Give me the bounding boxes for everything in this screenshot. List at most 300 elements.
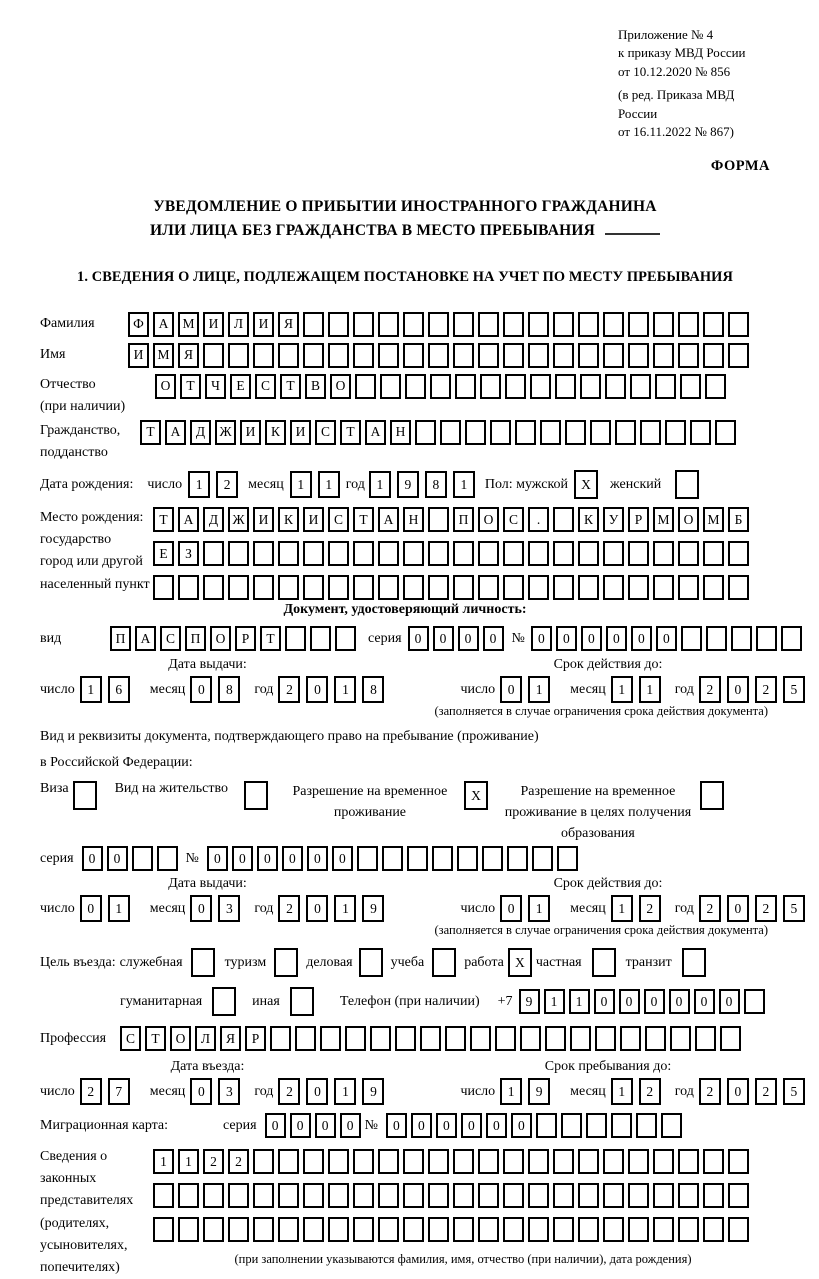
stay-month-boxes[interactable] [611, 1078, 667, 1105]
form-cell[interactable] [153, 575, 174, 600]
form-cell[interactable] [453, 541, 474, 566]
form-cell[interactable]: 8 [218, 676, 240, 703]
purpose-other-checkbox[interactable] [290, 987, 314, 1016]
form-cell[interactable]: 0 [340, 1113, 361, 1138]
form-cell[interactable] [565, 420, 586, 445]
form-cell[interactable] [532, 846, 553, 871]
form-cell[interactable]: 1 [188, 471, 210, 498]
form-cell[interactable] [303, 312, 324, 337]
form-cell[interactable]: X [508, 948, 532, 977]
entry-year-boxes[interactable] [278, 1078, 390, 1105]
form-cell[interactable] [153, 1183, 174, 1208]
form-cell[interactable]: 0 [332, 846, 353, 871]
sex-female-checkbox[interactable] [675, 470, 699, 499]
form-cell[interactable]: 0 [727, 676, 749, 703]
name-boxes[interactable] [128, 343, 753, 368]
form-cell[interactable] [328, 541, 349, 566]
form-cell[interactable] [561, 1113, 582, 1138]
form-cell[interactable] [355, 374, 376, 399]
form-cell[interactable]: 1 [453, 471, 475, 498]
form-cell[interactable] [203, 1217, 224, 1242]
form-cell[interactable]: 9 [397, 471, 419, 498]
form-cell[interactable]: 0 [631, 626, 652, 651]
form-cell[interactable] [212, 987, 236, 1016]
form-cell[interactable]: Б [728, 507, 749, 532]
form-cell[interactable]: С [315, 420, 336, 445]
form-cell[interactable] [495, 1026, 516, 1051]
form-cell[interactable] [681, 626, 702, 651]
form-cell[interactable]: Т [280, 374, 301, 399]
form-cell[interactable]: Т [340, 420, 361, 445]
doc-type-boxes[interactable] [110, 626, 360, 651]
form-cell[interactable] [278, 1217, 299, 1242]
form-cell[interactable] [536, 1113, 557, 1138]
form-cell[interactable]: 0 [107, 846, 128, 871]
form-cell[interactable] [253, 1149, 274, 1174]
profession-boxes[interactable] [120, 1026, 745, 1051]
form-cell[interactable]: 1 [369, 471, 391, 498]
id-valid-month-boxes[interactable] [611, 676, 667, 703]
form-cell[interactable]: X [574, 470, 598, 499]
form-cell[interactable]: 5 [783, 1078, 805, 1105]
form-cell[interactable] [480, 374, 501, 399]
form-cell[interactable]: 0 [500, 676, 522, 703]
form-cell[interactable] [703, 575, 724, 600]
form-cell[interactable]: М [178, 312, 199, 337]
form-cell[interactable]: 1 [528, 676, 550, 703]
doc-number-boxes[interactable] [531, 626, 806, 651]
form-cell[interactable] [528, 343, 549, 368]
form-cell[interactable] [678, 541, 699, 566]
form-cell[interactable] [228, 575, 249, 600]
permit-issue-year-boxes[interactable] [278, 895, 390, 922]
form-cell[interactable] [378, 1217, 399, 1242]
form-cell[interactable] [628, 1183, 649, 1208]
form-cell[interactable]: 9 [362, 1078, 384, 1105]
form-cell[interactable] [432, 948, 456, 977]
form-cell[interactable] [378, 541, 399, 566]
form-cell[interactable] [378, 312, 399, 337]
form-cell[interactable] [328, 1217, 349, 1242]
form-cell[interactable]: 1 [334, 1078, 356, 1105]
form-cell[interactable] [678, 312, 699, 337]
form-cell[interactable] [73, 781, 97, 810]
form-cell[interactable]: 2 [755, 676, 777, 703]
form-cell[interactable]: 1 [80, 676, 102, 703]
form-cell[interactable] [503, 343, 524, 368]
form-cell[interactable]: 2 [278, 895, 300, 922]
form-cell[interactable] [528, 1217, 549, 1242]
form-cell[interactable] [253, 541, 274, 566]
form-cell[interactable] [578, 312, 599, 337]
form-cell[interactable]: И [303, 507, 324, 532]
form-cell[interactable]: 0 [265, 1113, 286, 1138]
form-cell[interactable] [728, 1217, 749, 1242]
form-cell[interactable]: 1 [500, 1078, 522, 1105]
form-cell[interactable]: 0 [727, 1078, 749, 1105]
form-cell[interactable]: Т [140, 420, 161, 445]
form-cell[interactable] [470, 1026, 491, 1051]
form-cell[interactable] [453, 343, 474, 368]
form-cell[interactable] [653, 312, 674, 337]
form-cell[interactable] [653, 1183, 674, 1208]
form-cell[interactable]: 2 [699, 1078, 721, 1105]
form-cell[interactable]: 0 [207, 846, 228, 871]
form-cell[interactable] [157, 846, 178, 871]
migration-series-boxes[interactable] [265, 1113, 365, 1138]
form-cell[interactable]: Т [153, 507, 174, 532]
form-cell[interactable]: Ж [215, 420, 236, 445]
form-cell[interactable] [453, 1183, 474, 1208]
form-cell[interactable]: К [265, 420, 286, 445]
form-cell[interactable]: 1 [528, 895, 550, 922]
form-cell[interactable] [720, 1026, 741, 1051]
form-cell[interactable] [290, 987, 314, 1016]
form-cell[interactable] [578, 343, 599, 368]
form-cell[interactable]: Ж [228, 507, 249, 532]
entry-month-boxes[interactable] [190, 1078, 246, 1105]
form-cell[interactable] [507, 846, 528, 871]
form-cell[interactable] [715, 420, 736, 445]
form-cell[interactable] [653, 541, 674, 566]
form-cell[interactable] [303, 343, 324, 368]
form-cell[interactable] [503, 575, 524, 600]
form-cell[interactable] [328, 1149, 349, 1174]
form-cell[interactable] [328, 343, 349, 368]
form-cell[interactable] [403, 575, 424, 600]
form-cell[interactable]: С [255, 374, 276, 399]
form-cell[interactable]: 9 [528, 1078, 550, 1105]
form-cell[interactable] [278, 1183, 299, 1208]
form-cell[interactable]: А [165, 420, 186, 445]
form-cell[interactable] [555, 374, 576, 399]
form-cell[interactable]: 0 [436, 1113, 457, 1138]
form-cell[interactable] [603, 1149, 624, 1174]
form-cell[interactable]: 0 [232, 846, 253, 871]
form-cell[interactable]: 0 [606, 626, 627, 651]
form-cell[interactable] [428, 575, 449, 600]
form-cell[interactable]: З [178, 541, 199, 566]
form-cell[interactable] [520, 1026, 541, 1051]
form-cell[interactable] [640, 420, 661, 445]
birthplace-row1-boxes[interactable] [153, 507, 753, 532]
form-cell[interactable]: П [185, 626, 206, 651]
form-cell[interactable]: 1 [334, 676, 356, 703]
form-cell[interactable] [628, 575, 649, 600]
form-cell[interactable]: Т [145, 1026, 166, 1051]
form-cell[interactable]: 6 [108, 676, 130, 703]
form-cell[interactable] [680, 374, 701, 399]
form-cell[interactable] [653, 1217, 674, 1242]
form-cell[interactable] [578, 1183, 599, 1208]
form-cell[interactable]: 9 [519, 989, 540, 1014]
permit-issue-month-boxes[interactable] [190, 895, 246, 922]
form-cell[interactable] [453, 1217, 474, 1242]
form-cell[interactable] [430, 374, 451, 399]
form-cell[interactable] [478, 541, 499, 566]
doc-series-boxes[interactable] [408, 626, 508, 651]
form-cell[interactable] [503, 1217, 524, 1242]
form-cell[interactable] [153, 1217, 174, 1242]
form-cell[interactable] [382, 846, 403, 871]
form-cell[interactable] [278, 1149, 299, 1174]
id-issue-year-boxes[interactable] [278, 676, 390, 703]
form-cell[interactable]: 0 [306, 676, 328, 703]
form-cell[interactable] [678, 1183, 699, 1208]
form-cell[interactable] [503, 1149, 524, 1174]
form-cell[interactable] [353, 1183, 374, 1208]
form-cell[interactable]: 0 [386, 1113, 407, 1138]
form-cell[interactable]: Л [195, 1026, 216, 1051]
form-cell[interactable]: 1 [334, 895, 356, 922]
form-cell[interactable] [253, 1217, 274, 1242]
form-cell[interactable] [353, 575, 374, 600]
form-cell[interactable]: X [464, 781, 488, 810]
form-cell[interactable] [728, 1183, 749, 1208]
form-cell[interactable]: 0 [719, 989, 740, 1014]
form-cell[interactable] [731, 626, 752, 651]
form-cell[interactable] [630, 374, 651, 399]
form-cell[interactable]: 0 [315, 1113, 336, 1138]
form-cell[interactable] [578, 1149, 599, 1174]
form-cell[interactable] [515, 420, 536, 445]
phone-boxes[interactable] [519, 989, 769, 1014]
form-cell[interactable]: 0 [511, 1113, 532, 1138]
form-cell[interactable] [528, 541, 549, 566]
form-cell[interactable]: 1 [318, 471, 340, 498]
form-cell[interactable]: К [278, 507, 299, 532]
stay-year-boxes[interactable] [699, 1078, 811, 1105]
form-cell[interactable]: 0 [307, 846, 328, 871]
form-cell[interactable] [503, 541, 524, 566]
form-cell[interactable]: 0 [306, 1078, 328, 1105]
form-cell[interactable] [703, 1217, 724, 1242]
form-cell[interactable]: И [240, 420, 261, 445]
form-cell[interactable] [353, 541, 374, 566]
form-cell[interactable]: Л [228, 312, 249, 337]
form-cell[interactable]: 9 [362, 895, 384, 922]
form-cell[interactable]: А [135, 626, 156, 651]
form-cell[interactable]: Я [278, 312, 299, 337]
form-cell[interactable]: Ч [205, 374, 226, 399]
form-cell[interactable] [703, 1149, 724, 1174]
form-cell[interactable] [557, 846, 578, 871]
form-cell[interactable] [403, 541, 424, 566]
form-cell[interactable]: М [653, 507, 674, 532]
form-cell[interactable] [695, 1026, 716, 1051]
form-cell[interactable]: В [305, 374, 326, 399]
form-cell[interactable] [703, 1183, 724, 1208]
form-cell[interactable] [253, 1183, 274, 1208]
form-cell[interactable] [570, 1026, 591, 1051]
form-cell[interactable]: Е [230, 374, 251, 399]
permit-valid-year-boxes[interactable] [699, 895, 811, 922]
form-cell[interactable] [353, 312, 374, 337]
birthplace-row2-boxes[interactable] [153, 541, 753, 566]
form-cell[interactable]: 1 [544, 989, 565, 1014]
form-cell[interactable] [478, 1149, 499, 1174]
form-cell[interactable] [682, 948, 706, 977]
form-cell[interactable]: И [203, 312, 224, 337]
form-cell[interactable] [603, 312, 624, 337]
form-cell[interactable]: Р [245, 1026, 266, 1051]
purpose-business-checkbox[interactable] [359, 948, 383, 977]
form-cell[interactable]: 0 [80, 895, 102, 922]
form-cell[interactable] [553, 575, 574, 600]
form-cell[interactable]: О [210, 626, 231, 651]
form-cell[interactable] [703, 312, 724, 337]
form-cell[interactable] [328, 575, 349, 600]
id-issue-day-boxes[interactable] [80, 676, 136, 703]
form-cell[interactable]: 0 [257, 846, 278, 871]
form-cell[interactable]: 0 [483, 626, 504, 651]
form-cell[interactable]: 0 [594, 989, 615, 1014]
form-cell[interactable] [395, 1026, 416, 1051]
form-cell[interactable] [505, 374, 526, 399]
form-cell[interactable]: 3 [218, 895, 240, 922]
form-cell[interactable] [378, 575, 399, 600]
form-cell[interactable] [482, 846, 503, 871]
form-cell[interactable] [553, 343, 574, 368]
form-cell[interactable]: 1 [639, 676, 661, 703]
form-cell[interactable] [428, 343, 449, 368]
surname-boxes[interactable] [128, 312, 753, 337]
form-cell[interactable]: Т [260, 626, 281, 651]
form-cell[interactable] [728, 312, 749, 337]
form-cell[interactable] [653, 1149, 674, 1174]
form-cell[interactable] [285, 626, 306, 651]
form-cell[interactable] [628, 343, 649, 368]
form-cell[interactable]: Д [190, 420, 211, 445]
form-cell[interactable]: И [290, 420, 311, 445]
form-cell[interactable] [653, 575, 674, 600]
form-cell[interactable]: М [153, 343, 174, 368]
form-cell[interactable]: 0 [656, 626, 677, 651]
form-cell[interactable] [310, 626, 331, 651]
form-cell[interactable]: Н [403, 507, 424, 532]
form-cell[interactable] [465, 420, 486, 445]
form-cell[interactable] [403, 1183, 424, 1208]
form-cell[interactable] [403, 1149, 424, 1174]
form-cell[interactable]: 0 [486, 1113, 507, 1138]
form-cell[interactable]: 0 [644, 989, 665, 1014]
form-cell[interactable] [428, 507, 449, 532]
form-cell[interactable]: 0 [694, 989, 715, 1014]
form-cell[interactable]: П [453, 507, 474, 532]
form-cell[interactable] [253, 575, 274, 600]
form-cell[interactable]: Н [390, 420, 411, 445]
form-cell[interactable] [611, 1113, 632, 1138]
permit-valid-month-boxes[interactable] [611, 895, 667, 922]
form-cell[interactable] [553, 1183, 574, 1208]
form-cell[interactable]: Ф [128, 312, 149, 337]
form-cell[interactable] [661, 1113, 682, 1138]
form-cell[interactable]: 1 [108, 895, 130, 922]
form-cell[interactable] [603, 343, 624, 368]
form-cell[interactable] [428, 1183, 449, 1208]
form-cell[interactable]: 0 [82, 846, 103, 871]
form-cell[interactable] [274, 948, 298, 977]
permit-number-boxes[interactable] [207, 846, 582, 871]
purpose-work-checkbox[interactable] [508, 948, 532, 977]
representatives-row1-boxes[interactable] [153, 1149, 773, 1174]
form-cell[interactable]: 0 [190, 676, 212, 703]
form-cell[interactable] [303, 541, 324, 566]
form-cell[interactable] [335, 626, 356, 651]
purpose-transit-checkbox[interactable] [682, 948, 706, 977]
form-cell[interactable] [228, 1217, 249, 1242]
form-cell[interactable] [675, 470, 699, 499]
form-cell[interactable]: О [478, 507, 499, 532]
form-cell[interactable] [503, 1183, 524, 1208]
form-cell[interactable] [628, 1149, 649, 1174]
form-cell[interactable]: 1 [611, 895, 633, 922]
permit-issue-day-boxes[interactable] [80, 895, 136, 922]
permit-valid-day-boxes[interactable] [500, 895, 556, 922]
temp-residence-edu-checkbox[interactable] [700, 781, 724, 810]
form-cell[interactable]: 8 [362, 676, 384, 703]
form-cell[interactable]: О [170, 1026, 191, 1051]
form-cell[interactable]: К [578, 507, 599, 532]
patronymic-boxes[interactable] [155, 374, 730, 399]
form-cell[interactable]: 8 [425, 471, 447, 498]
form-cell[interactable]: 2 [228, 1149, 249, 1174]
form-cell[interactable]: А [153, 312, 174, 337]
form-cell[interactable] [670, 1026, 691, 1051]
form-cell[interactable]: 2 [278, 676, 300, 703]
form-cell[interactable]: 1 [290, 471, 312, 498]
stay-day-boxes[interactable] [500, 1078, 556, 1105]
representatives-row3-boxes[interactable] [153, 1217, 773, 1242]
form-cell[interactable] [636, 1113, 657, 1138]
form-cell[interactable] [553, 1217, 574, 1242]
form-cell[interactable] [228, 541, 249, 566]
form-cell[interactable]: 2 [755, 895, 777, 922]
form-cell[interactable]: С [503, 507, 524, 532]
form-cell[interactable]: О [155, 374, 176, 399]
form-cell[interactable] [357, 846, 378, 871]
form-cell[interactable]: 0 [581, 626, 602, 651]
form-cell[interactable]: 1 [611, 1078, 633, 1105]
form-cell[interactable] [303, 1149, 324, 1174]
form-cell[interactable]: 2 [755, 1078, 777, 1105]
purpose-official-checkbox[interactable] [191, 948, 215, 977]
birth-year-boxes[interactable] [369, 471, 481, 498]
form-cell[interactable] [603, 541, 624, 566]
purpose-humanitarian-checkbox[interactable] [212, 987, 236, 1016]
form-cell[interactable]: Р [628, 507, 649, 532]
form-cell[interactable] [578, 1217, 599, 1242]
form-cell[interactable] [453, 575, 474, 600]
form-cell[interactable]: М [703, 507, 724, 532]
form-cell[interactable]: А [365, 420, 386, 445]
form-cell[interactable]: 1 [153, 1149, 174, 1174]
form-cell[interactable] [328, 312, 349, 337]
form-cell[interactable] [678, 1217, 699, 1242]
form-cell[interactable] [592, 948, 616, 977]
form-cell[interactable] [457, 846, 478, 871]
form-cell[interactable]: А [178, 507, 199, 532]
form-cell[interactable]: 2 [216, 471, 238, 498]
form-cell[interactable] [595, 1026, 616, 1051]
form-cell[interactable]: 0 [190, 895, 212, 922]
form-cell[interactable] [478, 343, 499, 368]
form-cell[interactable]: У [603, 507, 624, 532]
form-cell[interactable]: 0 [190, 1078, 212, 1105]
form-cell[interactable]: 0 [727, 895, 749, 922]
form-cell[interactable] [405, 374, 426, 399]
form-cell[interactable]: 2 [699, 676, 721, 703]
